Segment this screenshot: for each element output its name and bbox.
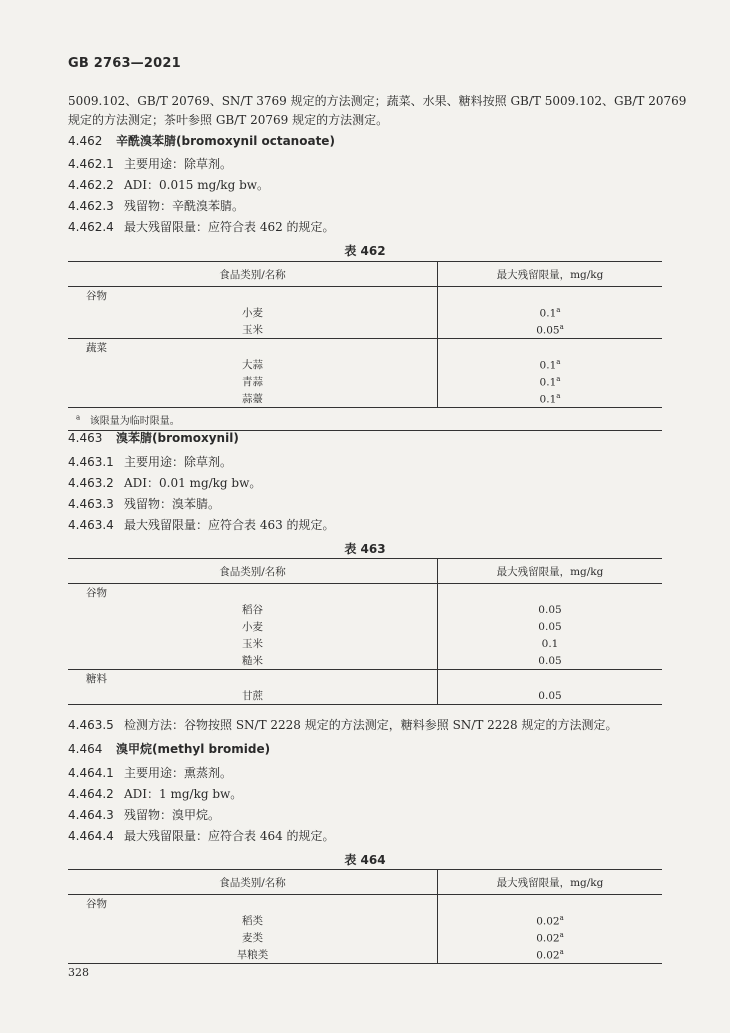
category-row: 谷物 <box>68 584 438 602</box>
food-item: 旱粮类 <box>68 946 438 964</box>
food-item: 甘蔗 <box>68 687 438 705</box>
food-item: 玉米 <box>68 321 438 339</box>
category-row: 谷物 <box>68 895 438 913</box>
clause-462-4: 4.462.4 最大残留限量：应符合表 462 的规定。 <box>68 220 335 234</box>
col-header-food: 食品类别/名称 <box>68 262 438 287</box>
clause-463-3: 4.463.3 残留物：溴苯腈。 <box>68 497 221 511</box>
mrl-value: 0.1$^a$ <box>539 374 561 389</box>
table-462 <box>68 261 662 431</box>
clause-463-4: 4.463.4 最大残留限量：应符合表 463 的规定。 <box>68 518 335 532</box>
table-464-caption: 表 464 <box>344 853 386 867</box>
col-header-food: 食品类别/名称 <box>68 870 438 895</box>
col-header-mrl: 最大残留限量，mg/kg <box>438 262 663 287</box>
food-item: 玉米 <box>68 635 438 652</box>
food-item: 蒜薹 <box>68 390 438 408</box>
clause-464-2: 4.464.2 ADI：1 mg/kg bw。 <box>68 787 243 801</box>
clause-462-1: 4.462.1 主要用途：除草剂。 <box>68 157 233 171</box>
intro-line-1: 5009.102、GB/T 20769、SN/T 3769 规定的方法测定；蔬菜、水果、糖料按照 GB/T 5009.102、GB/T 20769 <box>68 94 687 108</box>
table-463-caption: 表 463 <box>344 542 386 556</box>
clause-463-1: 4.463.1 主要用途：除草剂。 <box>68 455 233 469</box>
mrl-value: 0.1 <box>541 637 559 650</box>
mrl-value: 0.1$^a$ <box>539 305 561 320</box>
food-item: 稻类 <box>68 912 438 929</box>
food-item: 小麦 <box>68 618 438 635</box>
mrl-value: 0.02$^a$ <box>536 930 564 945</box>
section-heading-464: 4.464 溴甲烷(methyl bromide) <box>68 742 271 756</box>
clause-463-2: 4.463.2 ADI：0.01 mg/kg bw。 <box>68 476 262 490</box>
food-item: 青蒜 <box>68 373 438 390</box>
food-item: 糙米 <box>68 652 438 670</box>
mrl-value: 0.05 <box>538 603 562 616</box>
table-464 <box>68 869 662 964</box>
mrl-value: 0.05 <box>438 687 663 705</box>
food-item: 稻谷 <box>68 601 438 618</box>
food-item: 麦类 <box>68 929 438 946</box>
clause-463-5: 4.463.5 检测方法：谷物按照 SN/T 2228 规定的方法测定，糖料参照 SN/T 2228 规定的方法测定。 <box>68 718 618 732</box>
clause-464-1: 4.464.1 主要用途：熏蒸剂。 <box>68 766 233 780</box>
mrl-value: 0.02$^a$ <box>536 913 564 928</box>
mrl-value: 0.05 <box>538 654 562 667</box>
intro-line-2: 规定的方法测定；茶叶参照 GB/T 20769 规定的方法测定。 <box>68 113 389 127</box>
standard-header: GB 2763—2021 <box>68 56 181 71</box>
category-row: 谷物 <box>68 287 438 305</box>
section-heading-462: 4.462 辛酰溴苯腈(bromoxynil octanoate) <box>68 134 335 148</box>
mrl-value: 0.05$^a$ <box>536 322 564 337</box>
clause-464-4: 4.464.4 最大残留限量：应符合表 464 的规定。 <box>68 829 335 843</box>
mrl-value: 0.1$^a$ <box>539 391 561 406</box>
col-header-mrl: 最大残留限量，mg/kg <box>438 559 663 584</box>
clause-464-3: 4.464.3 残留物：溴甲烷。 <box>68 808 221 822</box>
col-header-food: 食品类别/名称 <box>68 559 438 584</box>
page-number: 328 <box>68 966 89 979</box>
table-463 <box>68 558 662 705</box>
mrl-value: 0.02$^a$ <box>438 946 663 964</box>
clause-462-3: 4.462.3 残留物：辛酰溴苯腈。 <box>68 199 245 213</box>
intro-paragraph <box>68 92 686 130</box>
mrl-value: 0.1$^a$ <box>539 357 561 372</box>
table-462-caption: 表 462 <box>344 244 386 258</box>
clause-462-2: 4.462.2 ADI：0.015 mg/kg bw。 <box>68 178 270 192</box>
category-row: 蔬菜 <box>68 339 438 357</box>
food-item: 小麦 <box>68 304 438 321</box>
category-row: 糖料 <box>68 670 438 688</box>
table-footnote: $^a$ 该限量为临时限量。 <box>68 408 662 431</box>
mrl-value: 0.05 <box>538 620 562 633</box>
section-heading-463: 4.463 溴苯腈(bromoxynil) <box>68 431 239 445</box>
col-header-mrl: 最大残留限量，mg/kg <box>438 870 663 895</box>
food-item: 大蒜 <box>68 356 438 373</box>
